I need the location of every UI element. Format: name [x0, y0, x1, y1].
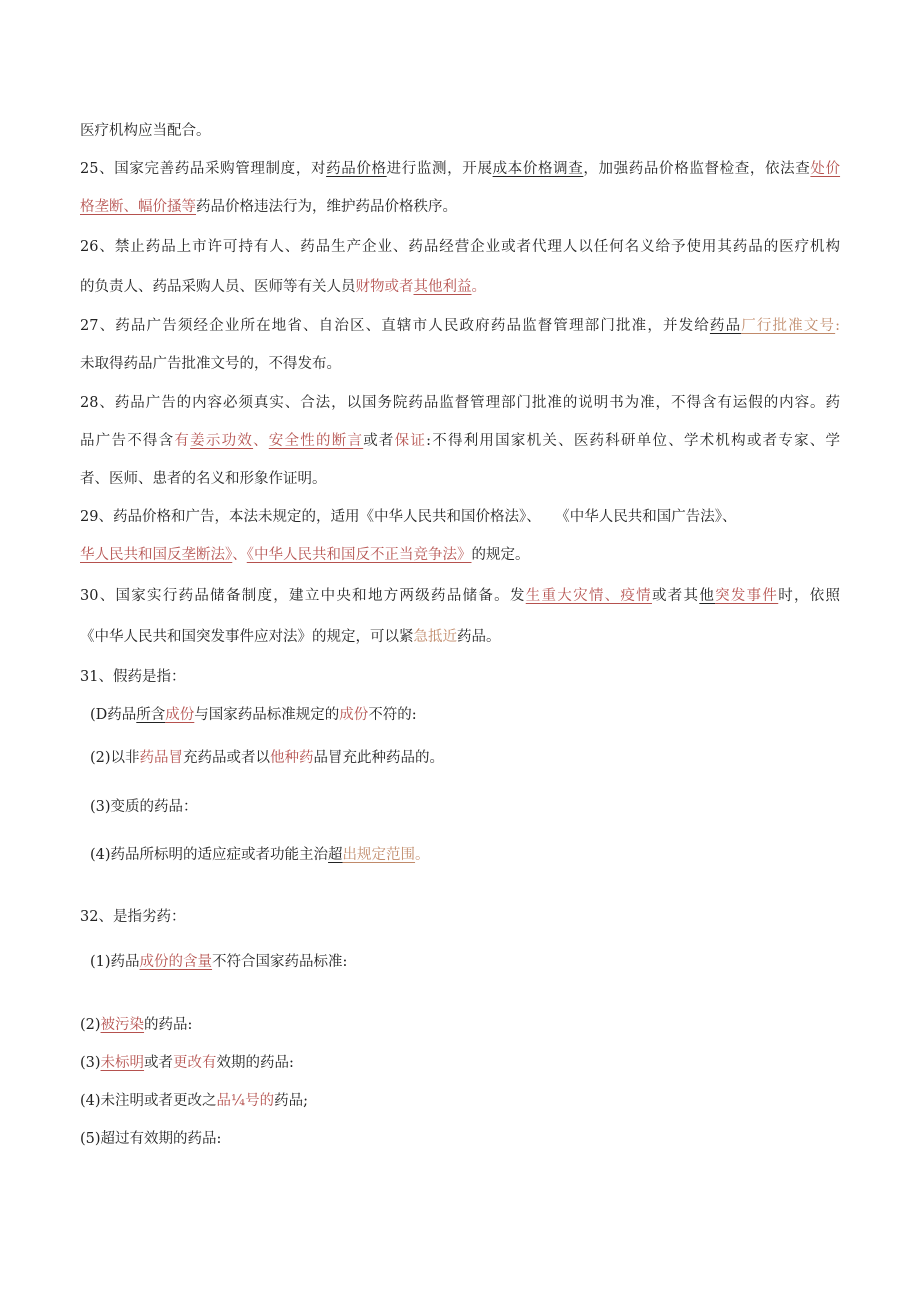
list-item: (2)被污染的药品: [80, 1017, 193, 1033]
text-line: 未取得药品广告批准文号的，不得发布。 [80, 356, 341, 372]
clause-27: 27、药品广告须经企业所在地省、自治区、直辖市人民政府药品监督管理部门批准，并发给药品厂行批准文号: [80, 318, 841, 334]
clause-28: 28、药品广告的内容必须真实、合法，以国务院药品监督管理部门批准的说明书为准，不得含有运假的内容。药 [80, 395, 840, 411]
clause-25: 25、国家完善药品采购管理制度，对药品价格进行监测，开展成本价格调查，加强药品价格监督检查，依法查处价 [80, 161, 841, 177]
clause-29: 29、药品价格和广告，本法未规定的，适用《中华人民共和国价格法》、 《中华人民共和国广告法》、 [80, 509, 737, 525]
clause-31: 31、假药是指： [80, 669, 186, 685]
list-item: (4)药品所标明的适应症或者功能主治超出规定范围。 [90, 847, 430, 863]
text-line: 的负责人、药品采购人员、医师等有关人员财物或者其他利益。 [80, 279, 486, 295]
clause-26: 26、禁止药品上市许可持有人、药品生产企业、药品经营企业或者代理人以任何名义给予使用其药品的医疗机构 [80, 239, 840, 255]
clause-32: 32、是指劣药： [80, 909, 186, 925]
list-item: (5)超过有效期的药品: [80, 1131, 222, 1147]
list-item: (4)未注明或者更改之品¼号的药品; [80, 1093, 308, 1109]
list-item: (D药品所含成份与国家药品标准规定的成份不符的: [90, 707, 417, 723]
list-item: (1)药品成份的含量不符合国家药品标准: [90, 954, 348, 970]
clause-30: 30、国家实行药品储备制度，建立中央和地方两级药品储备。发生重大灾情、疫情或者其他突发事件时，依照 [80, 588, 841, 604]
text-line: 者、医师、患者的名义和形象作证明。 [80, 471, 327, 487]
text-line: 医疗机构应当配合。 [80, 123, 211, 139]
list-item: (3)未标明或者更改有效期的药品: [80, 1055, 294, 1071]
list-item: (2)以非药品冒充药品或者以他种药品冒充此种药品的。 [90, 750, 445, 766]
text-line: 品广告不得含有姜示功效、安全性的断言或者保证:不得利用国家机关、医药科研单位、学术机构或者专家、学 [80, 433, 841, 449]
text-line: 华人民共和国反垄断法》、《中华人民共和国反不正当竞争法》的规定。 [80, 547, 530, 563]
list-item: (3)变质的药品： [90, 799, 198, 815]
text-line: 《中华人民共和国突发事件应对法》的规定，可以紧急抵近药品。 [80, 629, 501, 645]
text-line: 格垄断、幅价搔等药品价格违法行为，维护药品价格秩序。 [80, 199, 457, 215]
